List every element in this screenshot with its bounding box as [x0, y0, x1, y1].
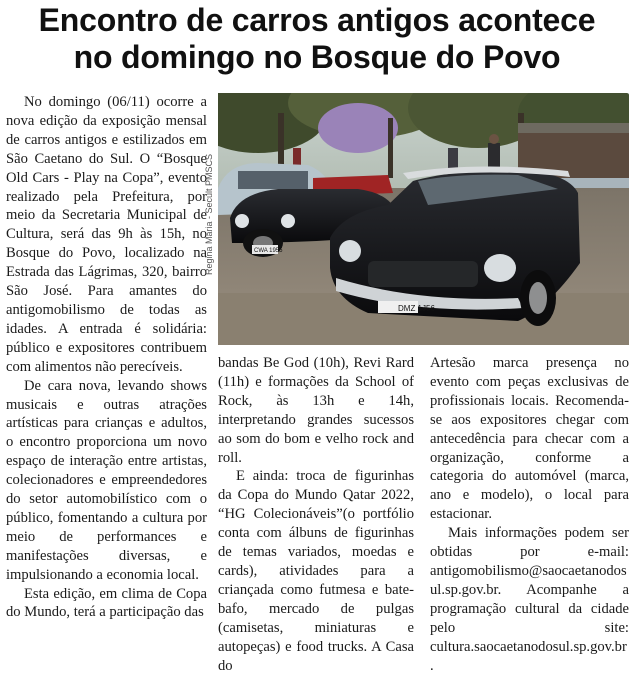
paragraph: Mais informações podem ser obtidas por e-mail: antigomobilismo@saocaetanodosul.sp.gov.br. Acompanhe a programação cultural da cidade pelo site: cultura.saocaetanodosul.sp.gov.br.	[430, 525, 629, 674]
photo-credit: Regina Maria - Secult PMSCS	[204, 153, 214, 275]
paragraph: bandas Be God (10h), Revi Rard (11h) e formações da School of Rock, às 13h e 14h, interpretando grandes sucessos ao som do bom e velho rock and roll.	[218, 355, 414, 466]
paragraph: Artesão marca presença no evento com peças exclusivas de profissionais locais. Recomenda-se aos expositores chegar com antecedência para checar com a organização, conforme a categoria do automóvel (marca, ano e modelo), o local para estacionar.	[430, 355, 629, 523]
paragraph: De cara nova, levando shows musicais e outras atrações artísticas para crianças e adultos, o encontro proporciona um novo espaço de interação entre artistas, colecionadores e empreendedores do setor automobilístico com o público, fomentando a cultura por meio de performances e manifestações diversas, e impulsionando a economia local.	[6, 377, 207, 583]
paragraph: E ainda: troca de figurinhas da Copa do Mundo Qatar 2022, “HG Colecionáveis”(o portfólio conta com álbuns de figurinhas de temas variados, moedas e cards), atividades para a criançada como futmesa e bate-bafo, mercado de pulgas (camisetas, miniaturas e autopeças) e food trucks. A Casa do	[218, 468, 414, 674]
paragraph: Esta edição, em clima de Copa do Mundo, terá a participação das	[6, 585, 207, 621]
article-column-2	[218, 354, 414, 675]
paragraph: No domingo (06/11) ocorre a nova edição da exposição mensal de carros antigos e estilizados em São Caetano do Sul. O “Bosque Old Cars - Play na Copa”, evento realizado pela Prefeitura, por meio da Secretaria Municipal de Cultura, será das 9h às 15h, no Bosque do Povo, localizado na Estrada das Lágrimas, 320, bairro São José. Para amantes do antigomobilismo de todas as idades. A entrada é solidária: público e expositores contribuem com alimentos não perecíveis.	[6, 94, 207, 375]
headline-line-2: no domingo no Bosque do Povo	[73, 39, 561, 75]
license-plate-main: DMZ 1J56	[398, 304, 435, 313]
license-plate-small: CWA 1955	[254, 248, 283, 254]
classic-cars-photo	[218, 93, 629, 345]
headline	[0, 2, 634, 76]
photo-illustration	[218, 93, 629, 345]
article-column-1	[6, 93, 207, 622]
headline-line-1: Encontro de carros antigos acontece	[38, 2, 596, 38]
article-column-3	[430, 354, 629, 675]
